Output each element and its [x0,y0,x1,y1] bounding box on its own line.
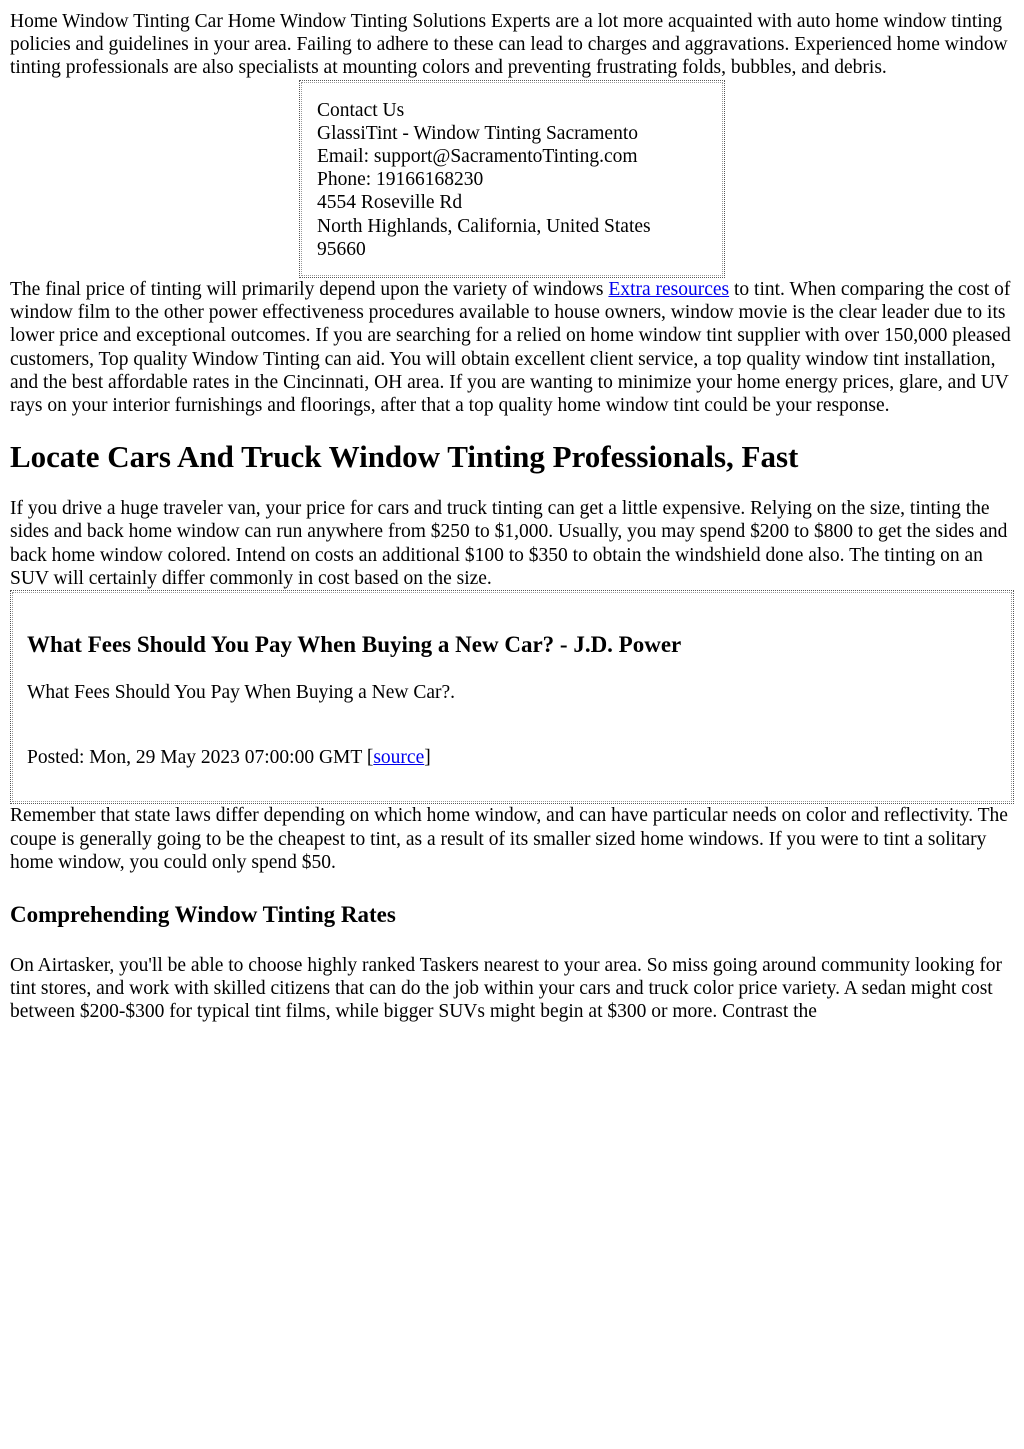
comprehending-rates-heading: Comprehending Window Tinting Rates [10,902,396,928]
contact-heading: Contact Us [317,99,405,121]
pricing-text-after-link: to tint. When comparing the cost of window film to the other power effectiveness procedures available to house owners, window movie is the clear leader due to its lower price and exceptional outcomes. If you are searching for a relied on home window tint supplier with over 150,000 pleased customers, Top quality Window Tinting can aid. You will obtain excellent client service, a top quality window tint installation, and the best affordable rates in the Cincinnati, OH area. If you are wanting to minimize your home energy prices, glare, and UV rays on your interior furnishings and floorings, after that a top quality home window tint could be your response. [10,279,1011,417]
news-title: What Fees Should You Pay When Buying a New Car? - J.D. Power [27,632,682,658]
contact-street: 4554 Roseville Rd [317,192,463,214]
news-posted-line [27,746,997,769]
contact-email: Email: support@SacramentoTinting.com [317,146,638,168]
contact-phone: Phone: 19166168230 [317,169,484,191]
news-posted-bracket: ] [424,747,431,769]
news-posted-date: Posted: Mon, 29 May 2023 07:00:00 GMT [ [27,747,374,769]
airtasker-paragraph: On Airtasker, you'll be able to choose highly ranked Taskers nearest to your area. So miss going around community looking for tint stores, and work with skilled citizens that can do the job within your cars and truck color price variety. A sedan might cost between $200-$300 for typical tint films, while bigger SUVs might begin at $300 or more. Contrast the [10,955,1003,1023]
news-summary: What Fees Should You Pay When Buying a New Car?. [27,682,456,704]
pricing-text-before-link: The final price of tinting will primarily depend upon the variety of windows [10,279,609,301]
contact-zip: 95660 [317,238,366,260]
contact-company: GlassiTint - Window Tinting Sacramento [317,122,638,144]
contact-city: North Highlands, California, United States [317,215,651,237]
intro-paragraph: Home Window Tinting Car Home Window Tinting Solutions Experts are a lot more acquainted with auto home window tinting policies and guidelines in your area. Failing to adhere to these can lead to charges and aggravations. Experienced home window tinting professionals are also specialists at mounting colors and preventing frustrating folds, bubbles, and debris. [10,11,1008,79]
pricing-paragraph [10,278,1014,417]
extra-resources-link[interactable]: Extra resources [608,279,730,301]
locate-professionals-heading: Locate Cars And Truck Window Tinting Professionals, Fast [10,439,799,475]
news-card [10,590,1014,804]
state-laws-paragraph: Remember that state laws differ depending on which home window, and can have particular needs on color and reflectivity. The coupe is generally going to be the cheapest to tint, as a result of its smaller sized home windows. If you were to tint a solitary home window, you could only spend $50. [10,805,1008,873]
van-pricing-paragraph: If you drive a huge traveler van, your price for cars and truck tinting can get a little expensive. Relying on the size, tinting the sides and back home window can run anywhere from $250 to $1,000. Usually, you may spend $200 to $800 to get the sides and back home window colored. Intend on costs an additional $100 to $350 to obtain the windshield done also. The tinting on an SUV will certainly differ commonly in cost based on the size. [10,498,1008,589]
news-source-link[interactable]: source [373,747,425,769]
contact-box [299,80,725,278]
